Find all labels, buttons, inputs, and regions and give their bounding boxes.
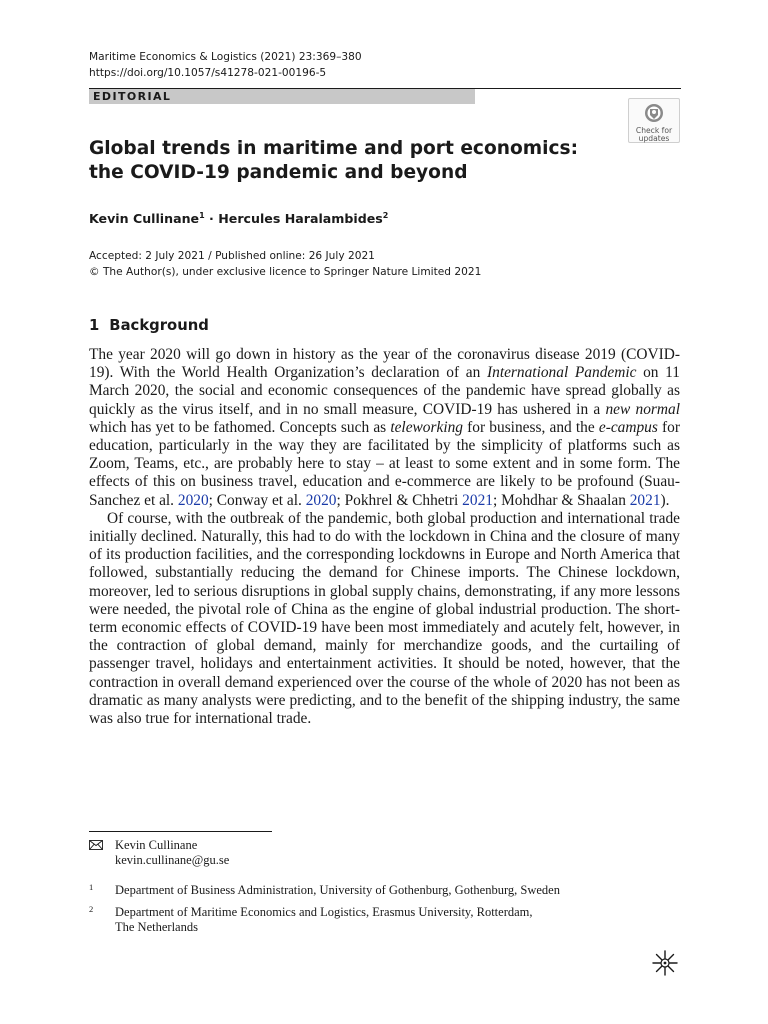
text-run: The year 2020 will go down in history as the year of the coronavirus disease 2019 (COVID-19). With the World Health Organization’s declaration of an [89, 346, 680, 382]
contact-email[interactable]: kevin.cullinane@gu.se [115, 853, 230, 867]
paragraph [89, 346, 680, 510]
title-line-1: Global trends in maritime and port economics: [89, 138, 579, 159]
article-title [89, 137, 609, 185]
doi-link[interactable]: https://doi.org/10.1057/s41278-021-00196-5 [89, 67, 327, 79]
section-heading [89, 316, 209, 336]
article-body [89, 346, 680, 728]
journal-citation: Maritime Economics & Logistics (2021) 23:369–380 [89, 51, 362, 63]
check-updates-icon [644, 103, 664, 123]
emphasis: e-campus [598, 418, 658, 436]
text-run: ). [660, 491, 670, 509]
category-label: EDITORIAL [93, 90, 172, 103]
text-run: ; Mohdhar & Shaalan [492, 491, 630, 509]
author-list [89, 207, 388, 228]
affiliation-footnote [89, 883, 649, 898]
paragraph: Of course, with the outbreak of the pandemic, both global production and international trade initially declined. Naturally, this had to do with the lockdown in China and the closure of many of its production facilities, and the corresponding lockdowns in Europe and North America that followed, substantially reducing the demand for Chinese imports. The Chinese lockdown, moreover, led to serious disruptions in global supply chains, demonstrating, if any more lessons were needed, the pivotal role of China as the engine of global industrial production. The short-term economic effects of COVID-19 have been most immediately and acutely felt, however, in the contraction of global demand, mainly for merchandize goods, and the curtailing of passenger travel, holidays and entertainment activities. It should be noted, however, that the contraction in overall demand experienced over the course of the whole of 2020 has not been as dramatic as many analysts were predicting, and to the benefit of the shipping industry, the same was also true for international trade. [89, 509, 680, 728]
footnote-text: Department of Maritime Economics and Logistics, Erasmus University, Rotterdam, [115, 905, 533, 919]
footnote-mark: 2 [89, 904, 94, 914]
text-run: ; Pokhrel & Chhetri [336, 491, 463, 509]
citation-link[interactable]: 2020 [177, 491, 209, 509]
author-separator: · [204, 211, 219, 226]
text-run: on 11 March 2020, the social and economic consequences of the pandemic have spread globally as quickly as the virus itself, and in no small measure, COVID-19 has ushered in a [89, 364, 680, 418]
text-run: for education, particularly in the way they are facilitated by the simplicity of platforms such as Zoom, Teams, etc., are probably here to stay – at least to some extent and in some form. The effects of this on business travel, education and e-commerce are likely to be profound (Suau-Sanchez et al. [89, 418, 681, 509]
publication-info [89, 248, 481, 280]
copyright-notice: © The Author(s), under exclusive licence to Springer Nature Limited 2021 [89, 266, 482, 278]
title-line-2: the COVID-19 pandemic and beyond [89, 162, 468, 183]
author-name[interactable]: Kevin Cullinane [89, 211, 200, 226]
section-number: 1 [89, 317, 100, 334]
badge-text-line2: updates [638, 134, 670, 143]
footnote-mark: 1 [89, 882, 94, 892]
text-run: ; Conway et al. [208, 491, 306, 509]
footnote-rule [89, 831, 272, 832]
emphasis: teleworking [390, 418, 463, 436]
journal-info [89, 49, 362, 81]
text-run: which has yet to be fathomed. Concepts such as [89, 418, 391, 436]
badge-text-line1: Check for [635, 126, 673, 135]
author-name[interactable]: Hercules Haralambides [218, 211, 383, 226]
contact-name: Kevin Cullinane [115, 838, 198, 852]
check-for-updates-badge[interactable] [628, 98, 680, 143]
publication-dates: Accepted: 2 July 2021 / Published online: 26 July 2021 [89, 250, 375, 262]
affiliation-footnote [89, 905, 649, 935]
emphasis: new normal [605, 400, 680, 418]
section-title: Background [109, 317, 209, 334]
affiliation-mark: 2 [382, 211, 389, 220]
envelope-icon [89, 840, 103, 850]
text-run: for business, and the [463, 418, 599, 436]
corresponding-author [89, 838, 229, 868]
citation-link[interactable]: 2020 [305, 491, 337, 509]
citation-link[interactable]: 2021 [629, 491, 661, 509]
footnote-text: Department of Business Administration, University of Gothenburg, Gothenburg, Sweden [115, 883, 560, 897]
emphasis: International Pandemic [487, 364, 637, 382]
footnote-text: The Netherlands [115, 920, 198, 934]
affiliation-mark: 1 [199, 211, 205, 220]
springer-logo-icon [650, 948, 680, 978]
citation-link[interactable]: 2021 [462, 491, 493, 509]
